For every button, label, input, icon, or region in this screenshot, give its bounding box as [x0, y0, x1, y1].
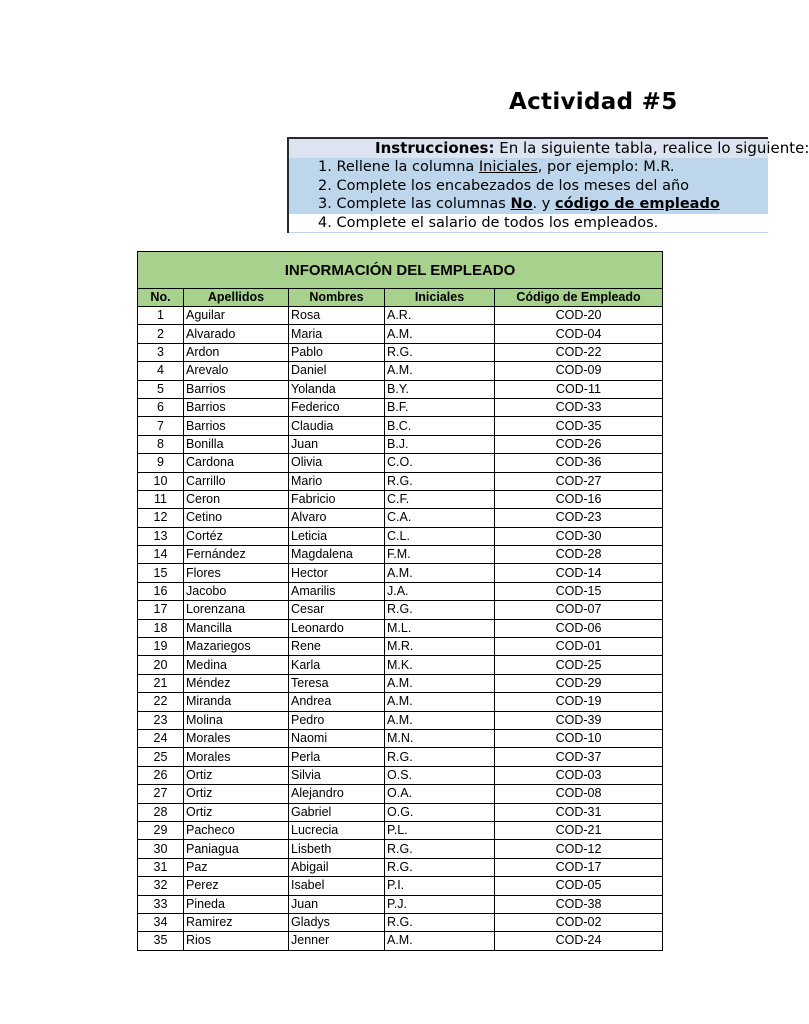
cell-no[interactable]: 27	[138, 785, 184, 803]
instruction-bold: código de empleado	[554, 196, 720, 212]
cell-nombres[interactable]: Andrea	[289, 693, 385, 711]
cell-nombres[interactable]: Yolanda	[289, 380, 385, 398]
cell-codigo[interactable]: COD-30	[495, 527, 663, 545]
cell-codigo[interactable]: COD-16	[495, 490, 663, 508]
cell-iniciales[interactable]: P.J.	[385, 895, 495, 913]
cell-nombres[interactable]: Gladys	[289, 913, 385, 931]
cell-nombres[interactable]: Abigail	[289, 858, 385, 876]
cell-no[interactable]: 13	[138, 527, 184, 545]
employee-table	[137, 251, 663, 951]
cell-nombres[interactable]: Naomi	[289, 729, 385, 747]
cell-no[interactable]: 9	[138, 454, 184, 472]
cell-codigo[interactable]: COD-26	[495, 435, 663, 453]
cell-iniciales[interactable]: C.A.	[385, 509, 495, 527]
table-row	[138, 674, 663, 692]
cell-codigo[interactable]: COD-20	[495, 307, 663, 325]
cell-codigo[interactable]: COD-35	[495, 417, 663, 435]
cell-apellidos[interactable]: Ramirez	[184, 913, 289, 931]
cell-nombres[interactable]: Alvaro	[289, 509, 385, 527]
cell-apellidos[interactable]: Medina	[184, 656, 289, 674]
cell-no[interactable]: 34	[138, 913, 184, 931]
cell-no[interactable]: 11	[138, 490, 184, 508]
cell-nombres[interactable]: Alejandro	[289, 785, 385, 803]
table-row	[138, 840, 663, 858]
instruction-text: 1. Rellene la columna	[318, 159, 479, 175]
instruction-line	[289, 214, 768, 233]
cell-iniciales[interactable]: M.L.	[385, 619, 495, 637]
table-row	[138, 729, 663, 747]
cell-apellidos[interactable]: Pacheco	[184, 821, 289, 839]
cell-apellidos[interactable]: Cortéz	[184, 527, 289, 545]
table-row	[138, 693, 663, 711]
cell-nombres[interactable]: Daniel	[289, 362, 385, 380]
table-row	[138, 803, 663, 821]
cell-no[interactable]: 17	[138, 601, 184, 619]
cell-nombres[interactable]: Juan	[289, 435, 385, 453]
cell-no[interactable]: 15	[138, 564, 184, 582]
cell-apellidos[interactable]: Alvarado	[184, 325, 289, 343]
cell-codigo[interactable]: COD-10	[495, 729, 663, 747]
table-row	[138, 895, 663, 913]
cell-iniciales[interactable]: M.N.	[385, 729, 495, 747]
cell-apellidos[interactable]: Morales	[184, 729, 289, 747]
instruction-text: 3. Complete las columnas	[318, 196, 511, 212]
cell-no[interactable]: 35	[138, 932, 184, 950]
cell-iniciales[interactable]: M.R.	[385, 638, 495, 656]
cell-apellidos[interactable]: Paniagua	[184, 840, 289, 858]
cell-codigo[interactable]: COD-38	[495, 895, 663, 913]
cell-no[interactable]: 30	[138, 840, 184, 858]
cell-codigo[interactable]: COD-08	[495, 785, 663, 803]
table-row	[138, 748, 663, 766]
cell-iniciales[interactable]: R.G.	[385, 913, 495, 931]
table-row	[138, 380, 663, 398]
cell-no[interactable]: 8	[138, 435, 184, 453]
cell-no[interactable]: 7	[138, 417, 184, 435]
cell-no[interactable]: 19	[138, 638, 184, 656]
cell-apellidos[interactable]: Flores	[184, 564, 289, 582]
page-title: Actividad #5	[509, 89, 678, 115]
table-header-row	[138, 289, 663, 307]
cell-no[interactable]: 22	[138, 693, 184, 711]
cell-codigo[interactable]: COD-07	[495, 601, 663, 619]
cell-codigo[interactable]: COD-22	[495, 343, 663, 361]
cell-nombres[interactable]: Silvia	[289, 766, 385, 784]
cell-no[interactable]: 23	[138, 711, 184, 729]
cell-iniciales[interactable]: A.M.	[385, 932, 495, 950]
cell-apellidos[interactable]: Barrios	[184, 398, 289, 416]
cell-iniciales[interactable]: A.M.	[385, 325, 495, 343]
table-row	[138, 711, 663, 729]
cell-iniciales[interactable]: A.M.	[385, 674, 495, 692]
cell-nombres[interactable]: Federico	[289, 398, 385, 416]
table-row	[138, 343, 663, 361]
cell-iniciales[interactable]: R.G.	[385, 601, 495, 619]
cell-nombres[interactable]: Cesar	[289, 601, 385, 619]
cell-nombres[interactable]: Pablo	[289, 343, 385, 361]
cell-no[interactable]: 16	[138, 582, 184, 600]
cell-codigo[interactable]: COD-14	[495, 564, 663, 582]
instructions-text: En la siguiente tabla, realice lo siguiente:	[494, 139, 809, 157]
table-row	[138, 564, 663, 582]
cell-apellidos[interactable]: Lorenzana	[184, 601, 289, 619]
cell-apellidos[interactable]: Aguilar	[184, 307, 289, 325]
cell-no[interactable]: 31	[138, 858, 184, 876]
cell-no[interactable]: 1	[138, 307, 184, 325]
cell-codigo[interactable]: COD-33	[495, 398, 663, 416]
cell-apellidos[interactable]: Cetino	[184, 509, 289, 527]
cell-iniciales[interactable]: J.A.	[385, 582, 495, 600]
cell-nombres[interactable]: Rosa	[289, 307, 385, 325]
cell-apellidos[interactable]: Jacobo	[184, 582, 289, 600]
table-row	[138, 619, 663, 637]
instruction-text: 4. Complete el salario de todos los empleados.	[318, 214, 659, 231]
cell-iniciales[interactable]: A.R.	[385, 307, 495, 325]
instructions-label: Instrucciones:	[375, 139, 495, 157]
cell-nombres[interactable]: Perla	[289, 748, 385, 766]
cell-nombres[interactable]: Hector	[289, 564, 385, 582]
cell-no[interactable]: 2	[138, 325, 184, 343]
instructions-header	[289, 139, 809, 158]
cell-iniciales[interactable]: O.A.	[385, 785, 495, 803]
cell-nombres[interactable]: Leticia	[289, 527, 385, 545]
cell-iniciales[interactable]: M.K.	[385, 656, 495, 674]
cell-iniciales[interactable]: A.M.	[385, 564, 495, 582]
cell-codigo[interactable]: COD-12	[495, 840, 663, 858]
column-header-apellidos[interactable]: Apellidos	[184, 289, 289, 307]
table-row	[138, 527, 663, 545]
cell-nombres[interactable]: Isabel	[289, 877, 385, 895]
cell-no[interactable]: 18	[138, 619, 184, 637]
cell-apellidos[interactable]: Barrios	[184, 380, 289, 398]
cell-codigo[interactable]: COD-21	[495, 821, 663, 839]
cell-nombres[interactable]: Jenner	[289, 932, 385, 950]
cell-iniciales[interactable]: R.G.	[385, 840, 495, 858]
table-row	[138, 325, 663, 343]
instruction-underlined: Iniciales	[478, 159, 538, 175]
cell-nombres[interactable]: Pedro	[289, 711, 385, 729]
cell-apellidos[interactable]: Morales	[184, 748, 289, 766]
cell-no[interactable]: 29	[138, 821, 184, 839]
cell-nombres[interactable]: Juan	[289, 895, 385, 913]
cell-codigo[interactable]: COD-02	[495, 913, 663, 931]
cell-apellidos[interactable]: Ortiz	[184, 785, 289, 803]
cell-iniciales[interactable]: R.G.	[385, 858, 495, 876]
cell-apellidos[interactable]: Arevalo	[184, 362, 289, 380]
table-row	[138, 307, 663, 325]
cell-apellidos[interactable]: Molina	[184, 711, 289, 729]
cell-apellidos[interactable]: Barrios	[184, 417, 289, 435]
table-row	[138, 785, 663, 803]
cell-nombres[interactable]: Lucrecia	[289, 821, 385, 839]
cell-iniciales[interactable]: B.J.	[385, 435, 495, 453]
cell-no[interactable]: 28	[138, 803, 184, 821]
cell-apellidos[interactable]: Méndez	[184, 674, 289, 692]
cell-apellidos[interactable]: Pineda	[184, 895, 289, 913]
cell-nombres[interactable]: Teresa	[289, 674, 385, 692]
cell-codigo[interactable]: COD-37	[495, 748, 663, 766]
instruction-text: , por ejemplo: M.R.	[537, 159, 675, 175]
cell-nombres[interactable]: Fabricio	[289, 490, 385, 508]
cell-iniciales[interactable]: R.G.	[385, 748, 495, 766]
table-row	[138, 472, 663, 490]
cell-codigo[interactable]: COD-25	[495, 656, 663, 674]
cell-no[interactable]: 24	[138, 729, 184, 747]
cell-nombres[interactable]: Lisbeth	[289, 840, 385, 858]
cell-codigo[interactable]: COD-17	[495, 858, 663, 876]
table-row	[138, 546, 663, 564]
cell-nombres[interactable]: Mario	[289, 472, 385, 490]
cell-codigo[interactable]: COD-36	[495, 454, 663, 472]
cell-iniciales[interactable]: A.M.	[385, 362, 495, 380]
cell-iniciales[interactable]: A.M.	[385, 693, 495, 711]
instruction-line	[289, 158, 768, 177]
cell-nombres[interactable]: Claudia	[289, 417, 385, 435]
cell-codigo[interactable]: COD-06	[495, 619, 663, 637]
cell-codigo[interactable]: COD-23	[495, 509, 663, 527]
cell-nombres[interactable]: Amarilis	[289, 582, 385, 600]
cell-no[interactable]: 21	[138, 674, 184, 692]
cell-no[interactable]: 10	[138, 472, 184, 490]
cell-no[interactable]: 25	[138, 748, 184, 766]
cell-iniciales[interactable]: O.G.	[385, 803, 495, 821]
instruction-text: . y	[532, 196, 555, 212]
cell-apellidos[interactable]: Mancilla	[184, 619, 289, 637]
cell-iniciales[interactable]: P.L.	[385, 821, 495, 839]
cell-apellidos[interactable]: Bonilla	[184, 435, 289, 453]
table-row	[138, 877, 663, 895]
table-caption: INFORMACIÓN DEL EMPLEADO	[138, 252, 663, 289]
cell-nombres[interactable]: Olivia	[289, 454, 385, 472]
table-row	[138, 932, 663, 950]
cell-codigo[interactable]: COD-15	[495, 582, 663, 600]
cell-no[interactable]: 33	[138, 895, 184, 913]
cell-codigo[interactable]: COD-05	[495, 877, 663, 895]
cell-iniciales[interactable]: C.O.	[385, 454, 495, 472]
cell-apellidos[interactable]: Rios	[184, 932, 289, 950]
instructions-box	[287, 137, 809, 233]
cell-codigo[interactable]: COD-29	[495, 674, 663, 692]
cell-nombres[interactable]: Karla	[289, 656, 385, 674]
table-row	[138, 913, 663, 931]
cell-no[interactable]: 20	[138, 656, 184, 674]
instruction-bold: No	[510, 196, 533, 212]
table-row	[138, 398, 663, 416]
cell-iniciales[interactable]: C.L.	[385, 527, 495, 545]
cell-no[interactable]: 6	[138, 398, 184, 416]
cell-apellidos[interactable]: Cardona	[184, 454, 289, 472]
cell-iniciales[interactable]: R.G.	[385, 472, 495, 490]
table-row	[138, 656, 663, 674]
cell-no[interactable]: 14	[138, 546, 184, 564]
cell-no[interactable]: 4	[138, 362, 184, 380]
cell-no[interactable]: 12	[138, 509, 184, 527]
table-row	[138, 638, 663, 656]
table-row	[138, 454, 663, 472]
cell-iniciales[interactable]: F.M.	[385, 546, 495, 564]
table-row	[138, 766, 663, 784]
cell-codigo[interactable]: COD-24	[495, 932, 663, 950]
table-row	[138, 601, 663, 619]
cell-nombres[interactable]: Gabriel	[289, 803, 385, 821]
cell-iniciales[interactable]: O.S.	[385, 766, 495, 784]
table-row	[138, 490, 663, 508]
cell-codigo[interactable]: COD-27	[495, 472, 663, 490]
cell-iniciales[interactable]: B.Y.	[385, 380, 495, 398]
instruction-line	[289, 177, 768, 196]
table-row	[138, 362, 663, 380]
cell-apellidos[interactable]: Ceron	[184, 490, 289, 508]
cell-codigo[interactable]: COD-19	[495, 693, 663, 711]
instructions-list	[289, 158, 768, 233]
cell-apellidos[interactable]: Miranda	[184, 693, 289, 711]
cell-codigo[interactable]: COD-39	[495, 711, 663, 729]
cell-apellidos[interactable]: Ortiz	[184, 803, 289, 821]
cell-no[interactable]: 32	[138, 877, 184, 895]
table-row	[138, 821, 663, 839]
cell-codigo[interactable]: COD-03	[495, 766, 663, 784]
cell-iniciales[interactable]: P.I.	[385, 877, 495, 895]
cell-nombres[interactable]: Leonardo	[289, 619, 385, 637]
cell-apellidos[interactable]: Ardon	[184, 343, 289, 361]
column-header-codigo[interactable]: Código de Empleado	[495, 289, 663, 307]
table-row	[138, 435, 663, 453]
cell-apellidos[interactable]: Ortiz	[184, 766, 289, 784]
cell-apellidos[interactable]: Perez	[184, 877, 289, 895]
table-row	[138, 509, 663, 527]
cell-codigo[interactable]: COD-28	[495, 546, 663, 564]
cell-codigo[interactable]: COD-11	[495, 380, 663, 398]
cell-apellidos[interactable]: Fernández	[184, 546, 289, 564]
instruction-line	[289, 195, 768, 214]
table-row	[138, 858, 663, 876]
cell-iniciales[interactable]: B.F.	[385, 398, 495, 416]
cell-nombres[interactable]: Magdalena	[289, 546, 385, 564]
cell-codigo[interactable]: COD-09	[495, 362, 663, 380]
instruction-text: 2. Complete los encabezados de los meses del año	[318, 177, 690, 194]
cell-no[interactable]: 26	[138, 766, 184, 784]
cell-iniciales[interactable]: R.G.	[385, 343, 495, 361]
cell-nombres[interactable]: Maria	[289, 325, 385, 343]
cell-apellidos[interactable]: Carrillo	[184, 472, 289, 490]
cell-no[interactable]: 3	[138, 343, 184, 361]
cell-apellidos[interactable]: Paz	[184, 858, 289, 876]
cell-nombres[interactable]: Rene	[289, 638, 385, 656]
column-header-no[interactable]: No.	[138, 289, 184, 307]
cell-iniciales[interactable]: A.M.	[385, 711, 495, 729]
cell-codigo[interactable]: COD-31	[495, 803, 663, 821]
cell-codigo[interactable]: COD-01	[495, 638, 663, 656]
table-row	[138, 582, 663, 600]
cell-iniciales[interactable]: C.F.	[385, 490, 495, 508]
table-row	[138, 417, 663, 435]
cell-codigo[interactable]: COD-04	[495, 325, 663, 343]
column-header-nombres[interactable]: Nombres	[289, 289, 385, 307]
cell-iniciales[interactable]: B.C.	[385, 417, 495, 435]
cell-no[interactable]: 5	[138, 380, 184, 398]
column-header-iniciales[interactable]: Iniciales	[385, 289, 495, 307]
cell-apellidos[interactable]: Mazariegos	[184, 638, 289, 656]
